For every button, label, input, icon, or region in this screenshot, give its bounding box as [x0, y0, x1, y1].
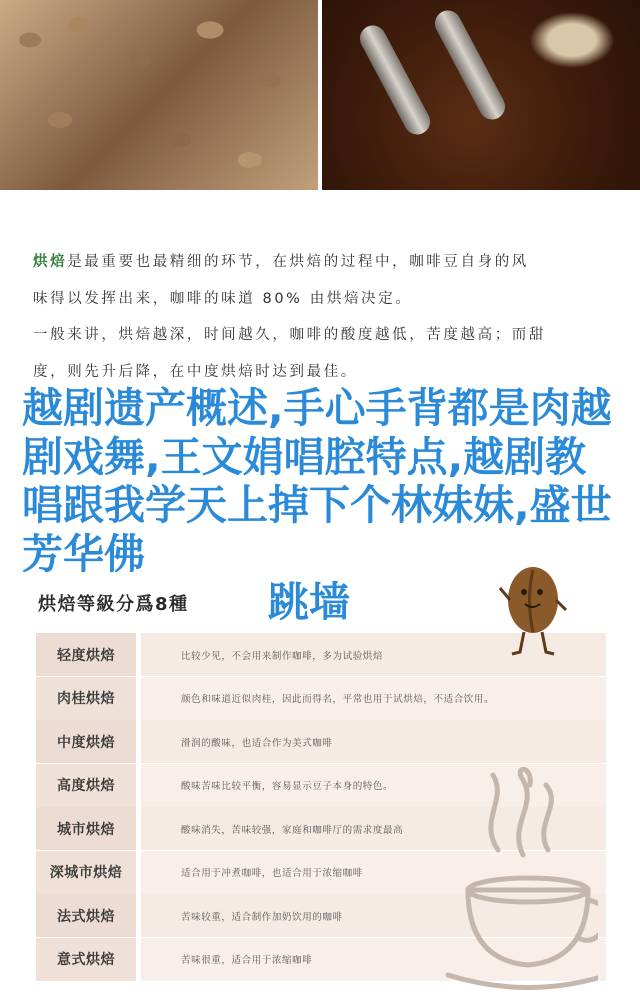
roast-name: 轻度烘焙 — [36, 633, 136, 676]
table-row — [36, 720, 606, 763]
roast-desc: 适合用于冲煮咖啡，也适合用于浓缩咖啡 — [141, 851, 606, 894]
roast-desc: 滑润的酸味，也适合作为美式咖啡 — [141, 720, 606, 763]
roast-name: 法式烘焙 — [36, 894, 136, 937]
para-line-1: 烘焙是最重要也最精细的环节，在烘焙的过程中，咖啡豆自身的风 — [33, 254, 529, 270]
roast-desc: 颜色和味道近似肉桂，因此而得名，平常也用于试烘焙，不适合饮用。 — [141, 677, 606, 720]
para-line-4: 度，则先升后降，在中度烘焙时达到最佳。 — [33, 363, 358, 380]
coffee-beans-photo — [0, 0, 318, 190]
roast-name: 肉桂烘焙 — [36, 677, 136, 720]
roast-desc: 比较少见，不会用来制作咖啡，多为试验烘焙 — [141, 633, 606, 676]
table-title: 烘焙等級分爲8種 — [38, 594, 189, 615]
header-photos — [0, 0, 640, 190]
coffee-cup-sketch-icon — [438, 760, 598, 1000]
roast-desc: 酸味苦味比较平衡，容易显示豆子本身的特色。 — [141, 764, 606, 807]
intro-paragraph — [33, 244, 613, 390]
para-highlight: 烘焙 — [33, 254, 68, 270]
overlay-headline-main: 越剧遗产概述,手心手背都是肉越剧戏舞,王文娟唱腔特点,越剧教唱跟我学天上掉下个林妹妹,盛世芳华佛 — [22, 384, 612, 578]
roast-name: 城市烘焙 — [36, 807, 136, 850]
roast-desc: 酸味消失，苦味较强，家庭和咖啡厅的需求度最高 — [141, 807, 606, 850]
roast-desc: 苦味较重，适合制作加奶饮用的咖啡 — [141, 894, 606, 937]
scoop-left — [355, 21, 434, 139]
coffee-scoops-photo — [322, 0, 640, 190]
roast-name: 中度烘焙 — [36, 720, 136, 763]
scoop-right — [430, 6, 509, 124]
para-line-2: 味得以发挥出来，咖啡的味道 80% 由烘焙决定。 — [33, 290, 413, 307]
para-line-3: 一般来讲，烘焙越深，时间越久，咖啡的酸度越低，苦度越高；而甜 — [33, 327, 546, 343]
roast-name: 深城市烘焙 — [36, 851, 136, 894]
overlay-headline[interactable] — [22, 384, 622, 627]
roast-name: 高度烘焙 — [36, 764, 136, 807]
roast-name: 意式烘焙 — [36, 938, 136, 981]
roast-desc: 苦味很重，适合用于浓缩咖啡 — [141, 938, 606, 981]
table-row — [36, 677, 606, 720]
overlay-headline-last: 跳墙 — [268, 578, 350, 626]
